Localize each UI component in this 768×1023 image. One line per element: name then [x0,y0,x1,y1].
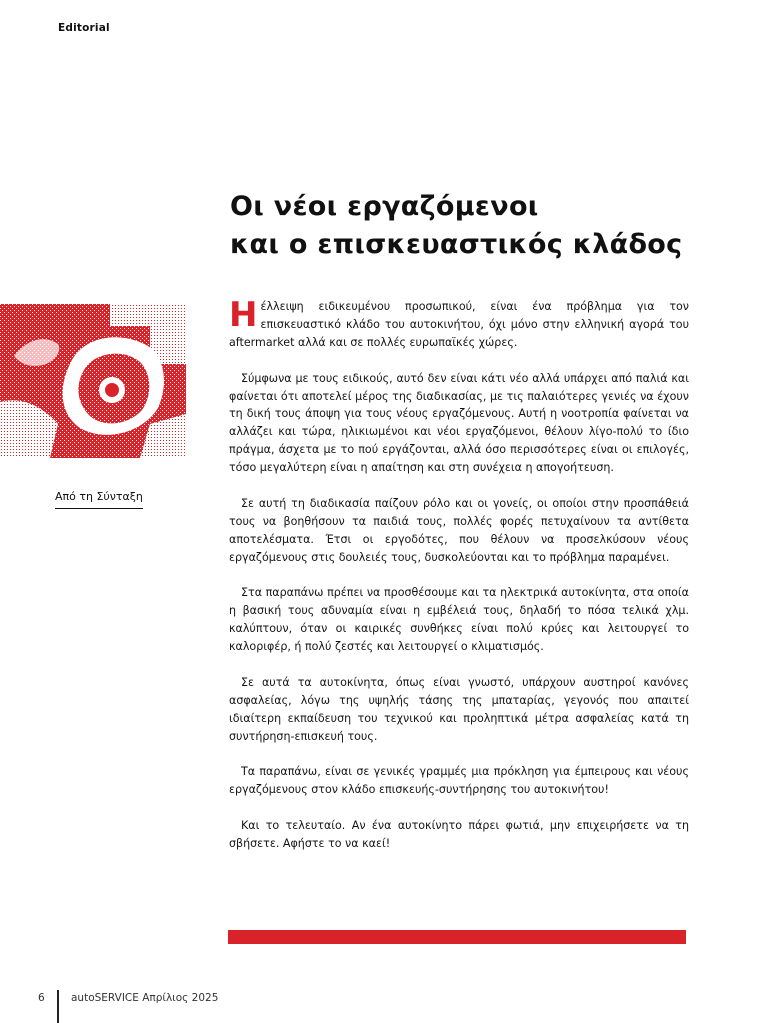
footer-divider [57,990,59,1023]
hero-image-mechanic-steering-wheel [0,304,186,458]
page-number: 6 [38,992,45,1004]
publication-info: autoSERVICE Απρίλιος 2025 [71,992,219,1004]
drop-cap: Η [229,295,258,335]
article-title [230,188,750,264]
section-label: Editorial [58,22,110,34]
paragraph-4: Στα παραπάνω πρέπει να προσθέσουμε και τα ηλεκτρικά αυτοκίνητα, στα οποία η βασική τους αδυναμία είναι η εμβέλειά τους, δηλαδή το πόσα τελικά χλμ. καλύπτουν, όταν οι καιρικές συνθήκες είναι πολύ κρύες και λειτουργεί το καλοριφέρ, ή πολύ ζεστές και λειτουργεί ο κλιματισμός. [229,586,689,654]
article-body [229,295,689,871]
paragraph-5: Σε αυτά τα αυτοκίνητα, όπως είναι γνωστό, υπάρχουν αυστηροί κανόνες ασφαλείας, λόγω της υψηλής τάσης της μπαταρίας, γεγονός που απαιτεί ιδιαίτερη εκπαίδευση του τεχνικού και προληπτικά μέτρα ασφαλείας κατά τη συντήρηση-επισκευή τους. [229,675,689,743]
paragraph-6: Τα παραπάνω, είναι σε γενικές γραμμές μια πρόκληση για έμπειρους και νέους εργαζόμενους στον κλάδο επισκευής-συντήρησης του αυτοκινήτου! [229,765,689,797]
hero-illustration [0,304,186,458]
article-title-line-1: Οι νέοι εργαζόμενοι [230,191,539,222]
article-title-line-2: και ο επισκευαστικός κλάδος [230,229,683,260]
paragraph-7: Και το τελευταίο. Αν ένα αυτοκίνητο πάρει φωτιά, μην επιχειρήσετε να τη σβήσετε. Αφήστε το να καεί! [229,819,689,851]
byline: Από τη Σύνταξη [55,490,143,509]
paragraph-2: Σύμφωνα με τους ειδικούς, αυτό δεν είναι κάτι νέο αλλά υπάρχει από παλιά και φαίνεται ότι αποτελεί μέρος της διαδικασίας, με τις παλαιότερες γενιές να έχουν τη δική τους άποψη για τους νέους εργαζόμενους. Αυτή η νοοτροπία φαίνεται να αλλάζει και τώρα, ηλικιωμένοι και νέοι εργαζόμενοι, θέλουν λίγο-πολύ το ίδιο πράγμα, άσχετα με το πού εργάζονται, αλλά όσο περισσότερες είναι οι επιλογές, τόσο μεγαλύτερη είναι η απαίτηση και στη συνέχεια η απογοήτευση. [229,371,689,475]
paragraph-1 [229,295,689,352]
red-divider-bar [228,930,686,944]
paragraph-3: Σε αυτή τη διαδικασία παίζουν ρόλο και οι γονείς, οι οποίοι στην προσπάθειά τους να βοηθήσουν τα παιδιά τους, πολλές φορές πετυχαίνουν τα αντίθετα αποτελέσματα. Έτσι οι εργοδότες, που θέλουν να προσελκύσουν νέους εργαζόμενους στις δουλειές τους, δυσκολεύονται και το πρόβλημα παραμένει. [229,496,689,564]
paragraph-1-text: έλλειψη ειδικευμένου προσωπικού, είναι ένα πρόβλημα για τον επισκευαστικό κλάδο του αυτοκινήτου, όχι μόνο στην ελληνική αγορά του aftermarket αλλά και σε πολλές ευρωπαϊκές χώρες. [229,300,689,349]
